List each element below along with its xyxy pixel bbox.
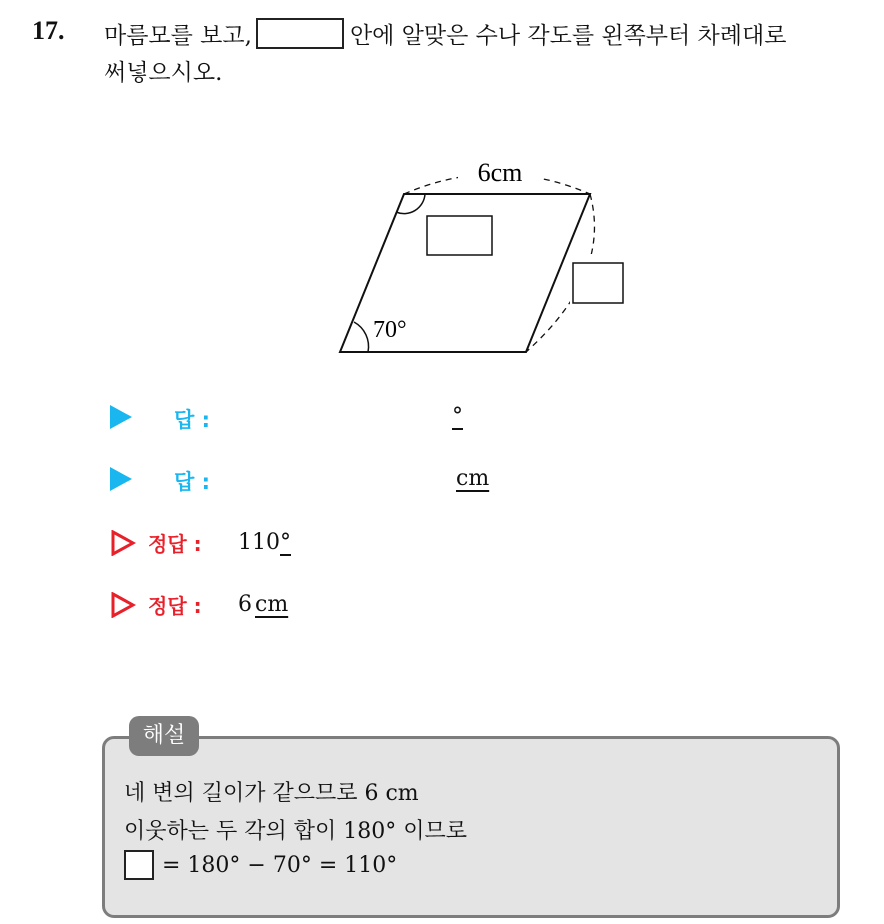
play-triangle-icon — [110, 467, 132, 491]
question-text-after-box: 안에 알맞은 수나 각도를 왼쪽부터 차례대로 — [349, 23, 787, 49]
play-triangle-icon — [110, 405, 132, 429]
answer-label: 답 : — [174, 470, 210, 494]
question-text-line2: 써넣으시오. — [104, 60, 223, 86]
correct-label: 정답 : — [148, 532, 202, 556]
question-number: 17. — [32, 16, 65, 45]
answer-unit-degree[interactable]: ° — [452, 404, 463, 429]
explanation-blank-box — [124, 850, 154, 880]
answer-row-2 — [110, 466, 530, 500]
explanation-line-1: 네 변의 길이가 같으므로 6 cm — [124, 781, 419, 806]
answer-label: 답 : — [174, 408, 210, 432]
correct-label: 정답 : — [148, 594, 202, 618]
angle-label: 70° — [373, 317, 407, 343]
angle-arc-bottom-left — [354, 322, 369, 352]
question-blank-box — [256, 18, 344, 49]
answer-unit-cm[interactable]: cm — [456, 466, 490, 491]
question-text-line1 — [104, 18, 786, 51]
correct-value-2: 6 cm — [238, 592, 289, 617]
question-text-before-box: 마름모를 보고, — [104, 23, 252, 49]
side-answer-box — [573, 263, 623, 303]
correct-row-1 — [110, 528, 370, 562]
correct-value-1: 110° — [238, 530, 291, 555]
correct-row-2 — [110, 590, 370, 624]
explanation-tag: 해설 — [129, 716, 199, 756]
explanation-line-2: 이웃하는 두 각의 합이 180° 이므로 — [124, 819, 467, 844]
outline-triangle-icon — [110, 530, 136, 556]
answer-row-1 — [110, 404, 530, 438]
explanation-line-3: = 180° − 70° = 110° — [124, 850, 397, 880]
rhombus-figure — [320, 150, 640, 370]
side-length-label: 6cm — [477, 158, 523, 187]
outline-triangle-icon — [110, 592, 136, 618]
angle-answer-box — [427, 216, 492, 255]
